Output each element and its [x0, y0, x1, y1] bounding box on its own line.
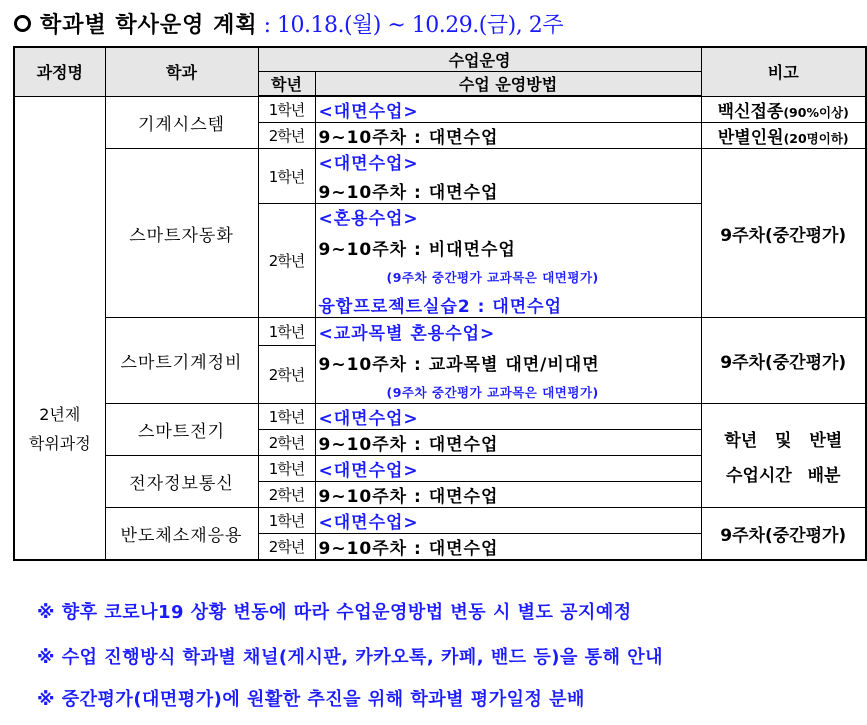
title-period: : 10.18.(월) ~ 10.29.(금), 2주 [263, 12, 563, 38]
dept-mech: 기계시스템 [105, 96, 258, 149]
year-cell: 1학년 [258, 508, 315, 534]
remark-cell: 9주차(중간평가) [701, 508, 866, 561]
method-cell [315, 96, 701, 123]
remark-cell [701, 96, 866, 123]
method-type: <대면수업> [318, 102, 419, 122]
dept-maint: 스마트기계정비 [105, 318, 258, 404]
schedule-table [13, 46, 867, 561]
remark-small: (20명이하) [783, 131, 849, 146]
method-text: 9~10주차 : 교과목별 대면/비대면 [318, 354, 600, 375]
method-text: 9~10주차 : 대면수업 [318, 183, 499, 203]
method-note: (9주차 중간평가 교과목은 대면평가) [386, 270, 599, 285]
method-cell: 9~10주차 : 대면수업 [315, 482, 701, 508]
method-cell [315, 508, 701, 534]
dept-semi: 반도체소재응용 [105, 508, 258, 561]
year-cell: 2학년 [258, 204, 315, 318]
remark-line2: 수업시간 배분 [726, 465, 841, 486]
remark-cell [701, 123, 866, 149]
year-cell: 2학년 [258, 123, 315, 149]
method-cell: 9~10주차 : 대면수업 [315, 430, 701, 456]
year-cell: 2학년 [258, 534, 315, 561]
dept-auto: 스마트자동화 [105, 149, 258, 318]
header-operation: 수업운영 [258, 47, 701, 72]
header-method: 수업 운영방법 [315, 72, 701, 97]
remark-main: 백신접종 [717, 101, 784, 122]
method-type: <대면수업> [318, 461, 419, 481]
dept-info: 전자정보통신 [105, 456, 258, 508]
method-type: <대면수업> [318, 154, 419, 174]
year-cell: 2학년 [258, 430, 315, 456]
page-title [14, 8, 563, 38]
year-cell: 2학년 [258, 346, 315, 404]
method-type: <혼용수업> [318, 209, 419, 229]
footnote: ※ 향후 코로나19 상황 변동에 따라 수업운영방법 변동 시 별도 공지예정 [37, 602, 632, 623]
method-cell [315, 204, 701, 318]
title-heading: 학과별 학사운영 계획 [40, 12, 258, 38]
year-cell: 1학년 [258, 149, 315, 204]
method-cell [315, 456, 701, 482]
remark-cell [701, 404, 866, 508]
year-cell: 2학년 [258, 482, 315, 508]
remark-cell: 9주차(중간평가) [701, 149, 866, 318]
year-cell: 1학년 [258, 96, 315, 123]
method-cell: 9~10주차 : 대면수업 [315, 534, 701, 561]
year-cell: 1학년 [258, 456, 315, 482]
method-note: (9주차 중간평가 교과목은 대면평가) [386, 384, 599, 400]
method-type: <대면수업> [318, 513, 419, 533]
method-extra: 융합프로젝트실습2 : 대면수업 [318, 297, 563, 317]
method-cell [315, 149, 701, 204]
method-cell [315, 404, 701, 430]
course-name-cell [14, 96, 105, 560]
method-cell: 9~10주차 : 대면수업 [315, 123, 701, 149]
method-type: <대면수업> [318, 409, 419, 429]
remark-small: (90%이상) [783, 104, 849, 120]
method-type: <교과목별 혼용수업> [318, 324, 496, 345]
header-course: 과정명 [14, 47, 105, 96]
header-remarks: 비고 [701, 47, 866, 96]
header-dept: 학과 [105, 47, 258, 96]
remark-main: 반별인원 [717, 128, 784, 148]
footnote: ※ 중간평가(대면평가)에 원활한 추진을 위해 학과별 평가일정 분배 [37, 689, 585, 710]
course-name-line2: 학위과정 [28, 433, 91, 453]
method-cell [315, 346, 701, 404]
header-year: 학년 [258, 72, 315, 97]
circle-bullet-icon [14, 15, 31, 32]
remark-cell: 9주차(중간평가) [701, 318, 866, 404]
course-name-line1: 2년제 [39, 404, 81, 424]
method-cell [315, 318, 701, 346]
year-cell: 1학년 [258, 318, 315, 346]
dept-elec: 스마트전기 [105, 404, 258, 456]
remark-line1: 학년 및 반별 [724, 430, 843, 451]
method-text: 9~10주차 : 비대면수업 [318, 240, 516, 260]
year-cell: 1학년 [258, 404, 315, 430]
footnote: ※ 수업 진행방식 학과별 채널(게시판, 카카오톡, 카페, 밴드 등)을 통해 안내 [37, 647, 663, 668]
